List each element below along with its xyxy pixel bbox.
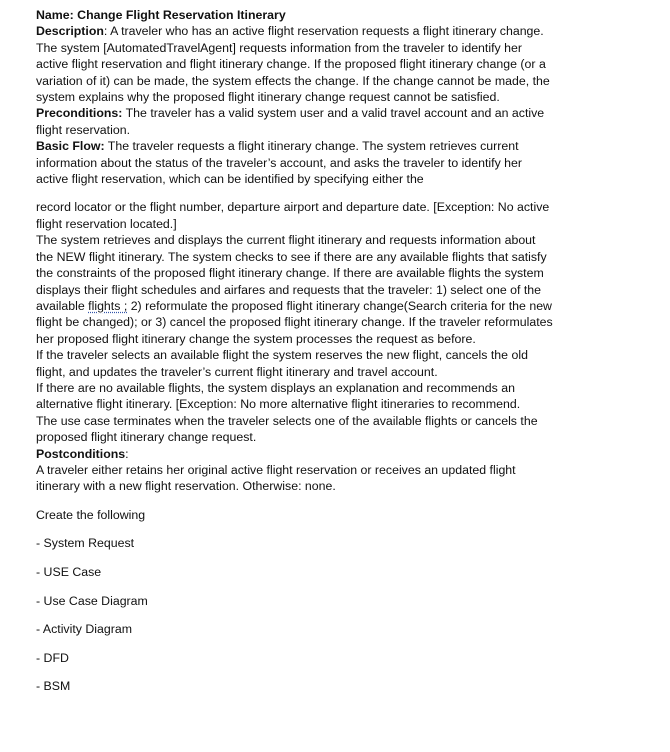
preconditions-paragraph [36,105,556,138]
name-label: Name: [36,8,74,22]
postconditions-colon: : [125,446,129,461]
postconditions-paragraph: A traveler either retains her original active flight reservation or receives an updated flight itinerary with a new flight reservation. Otherwise: none. [36,462,516,494]
task-item-activity-diagram: - Activity Diagram [36,622,133,637]
description-label: Description [36,24,104,39]
task-item-system-request: - System Request [36,536,135,551]
task-intro: Create the following [36,507,146,522]
document-body [36,7,556,707]
postconditions-heading [36,446,556,462]
flow-paragraph-3: If the traveler selects an available flight the system reserves the new flight, cancels the old flight, and updates the traveler’s current flight itinerary and travel account. [36,348,528,379]
flow-paragraph-2-text-a: The system retrieves and displays the current flight itinerary and requests information about the NEW flight itinerary. The system checks to see if there are any available flights that satisfy the constraints of the proposed flight itinerary change. If there are available flights the system displays their flight schedules and airfares and requests that the traveler: 1) select one of the available [36,233,547,313]
description-paragraph [36,23,556,105]
basic-flow-label: Basic Flow: [36,139,105,154]
task-item-bsm: - BSM [36,679,71,694]
flow-paragraph-2-text-b: 2) reformulate the proposed flight itinerary change(Search criteria for the new flight be changed); or 3) cancel the proposed flight itinerary change. If the traveler reformulates her proposed flight itinerary change the system processes the request as before. [36,298,553,346]
description-text: : A traveler who has an active flight reservation requests a flight itinerary change. The system [AutomatedTravelAgent] requests information from the traveler to identify her active flight reservation and flight itinerary change. If the proposed flight itinerary change (or a variation of it) can be made, the system effects the change. If the change cannot be made, the system explains why the proposed flight itinerary change request cannot be satisfied. [36,24,550,105]
task-list [36,507,556,695]
flow-paragraph-2 [36,232,556,347]
basic-flow-text-1: The traveler requests a flight itinerary change. The system retrieves current information about the status of the traveler’s account, and asks the traveler to identify her active flight reservation, which can be identified by specifying either the [36,139,523,187]
basic-flow-continuation [36,199,556,232]
preconditions-text: The traveler has a valid system user and a valid travel account and an active flight reservation. [36,106,545,137]
basic-flow-text-2: record locator or the flight number, departure airport and departure date. [Exception: No active flight reservation located.] [36,200,550,231]
flights-link[interactable]: flights ; [88,298,128,313]
flow-paragraph-4: If there are no available flights, the system displays an explanation and recommends an alternative flight itinerary. [Exception: No more alternative flight itineraries to recommend. [36,380,521,412]
task-item-dfd: - DFD [36,650,69,665]
name-line [36,7,556,23]
task-item-use-case-diagram: - Use Case Diagram [36,593,148,608]
task-item-use-case: - USE Case [36,564,102,579]
postconditions-label: Postconditions [36,446,126,461]
flow-paragraph-5: The use case terminates when the traveler selects one of the available flights or cancels the proposed flight itinerary change request. [36,413,538,445]
use-case-name: Change Flight Reservation Itinerary [77,8,286,22]
basic-flow-paragraph [36,138,556,187]
preconditions-label: Preconditions: [36,106,123,121]
